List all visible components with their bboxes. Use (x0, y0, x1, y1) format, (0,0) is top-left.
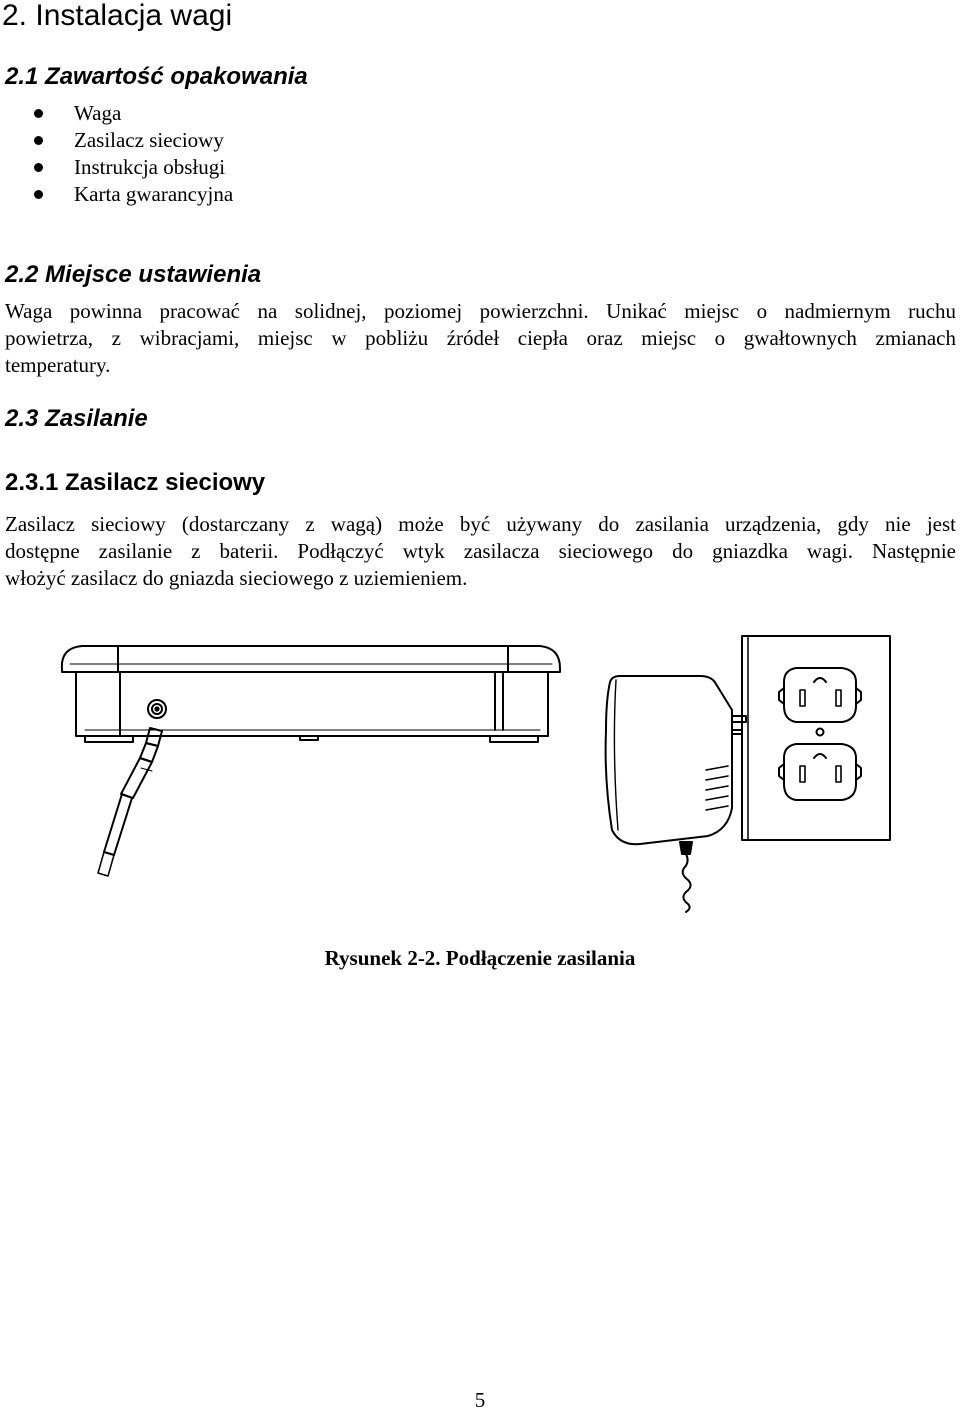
paragraph-line: Waga powinna pracować na solidnej, poziomej powierzchni. Unikać miejsc o nadmiernym ruchu (5, 299, 956, 323)
section-2-2-title: 2.2 Miejsce ustawienia (5, 261, 262, 288)
power-adapter-illustration (606, 676, 746, 912)
bullet-icon (34, 136, 43, 145)
bullet-icon (34, 163, 43, 172)
bullet-icon (34, 109, 43, 118)
package-contents-list (31, 100, 233, 208)
section-2-3-1-paragraph (5, 511, 956, 592)
paragraph-line: Zasilacz sieciowy (dostarczany z wagą) może być używany do zasilania urządzenia, gdy nie jest (5, 512, 956, 536)
scale-illustration (62, 646, 560, 742)
section-2-3-title: 2.3 Zasilanie (5, 405, 148, 432)
list-item: Karta gwarancyjna (31, 181, 233, 208)
section-2-1-title: 2.1 Zawartość opakowania (5, 63, 308, 90)
paragraph-line: powietrza, z wibracjami, miejsc w pobliżu źródeł ciepła oraz miejsc o gwałtownych zmianach (5, 326, 956, 350)
paragraph-line: temperatury. (5, 353, 111, 377)
dc-plug-illustration (98, 728, 162, 876)
list-item: Waga (31, 100, 233, 127)
list-item: Zasilacz sieciowy (31, 127, 233, 154)
page-number: 5 (474, 1388, 486, 1412)
section-2-2-paragraph (5, 298, 956, 379)
figure-caption: Rysunek 2-2. Podłączenie zasilania (324, 946, 636, 970)
paragraph-line: dostępne zasilanie z baterii. Podłączyć wtyk zasilacza sieciowego do gniazdka wagi. Następnie (5, 539, 956, 563)
list-item: Instrukcja obsługi (31, 154, 233, 181)
page-heading: 2. Instalacja wagi (2, 0, 233, 32)
paragraph-line: włożyć zasilacz do gniazda sieciowego z uziemieniem. (5, 566, 468, 590)
section-2-3-1-title: 2.3.1 Zasilacz sieciowy (5, 469, 266, 496)
bullet-icon (34, 190, 43, 199)
wall-outlet-illustration (742, 636, 890, 840)
power-connection-figure (0, 630, 960, 920)
